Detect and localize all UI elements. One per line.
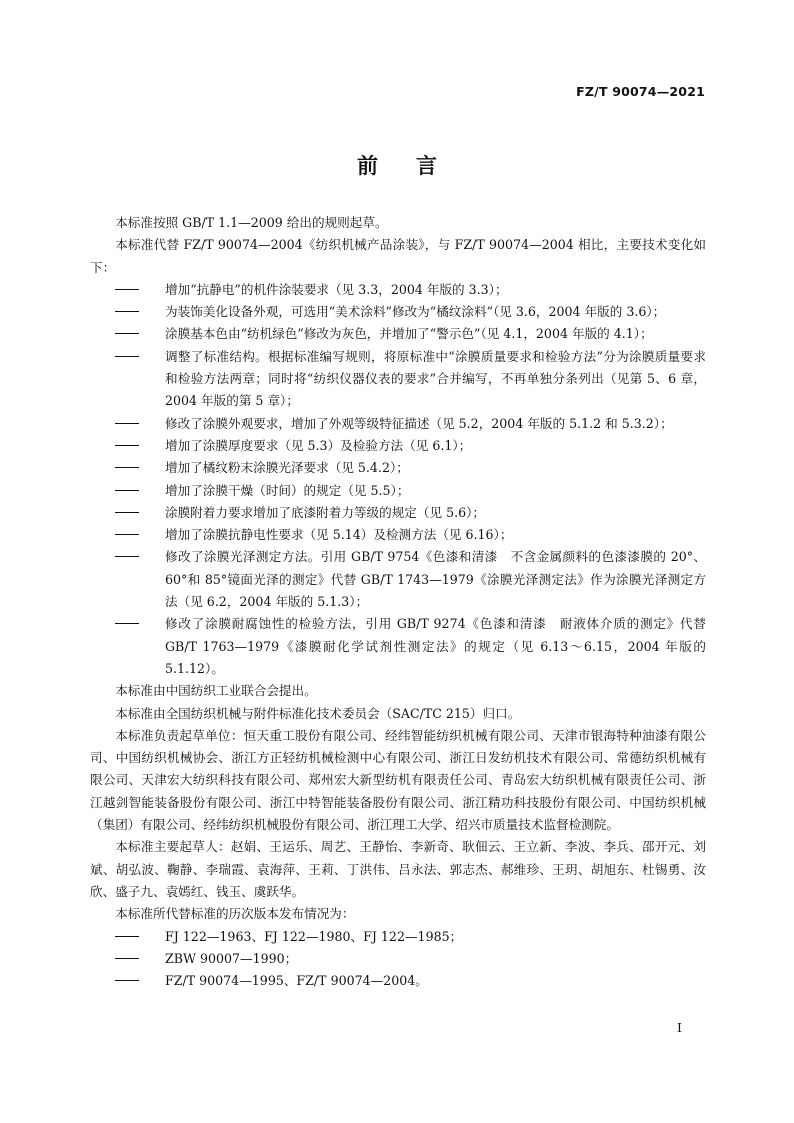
dash-marker [90,457,163,479]
page-number: I [677,1020,682,1035]
history-item-text: FJ 122—1963、FJ 122—1980、FJ 122—1985； [165,928,463,944]
change-item-text: 增加了橘纹粉末涂膜光泽要求（见 5.4.2）； [165,460,409,476]
dash-marker [90,613,163,680]
change-item-text: 增加了涂膜干燥（时间）的规定（见 5.5）； [165,482,410,498]
history-item-text: FZ/T 90074—1995、FZ/T 90074—2004。 [165,973,428,989]
change-item [90,480,706,502]
dash-marker [90,524,163,546]
proposed-by-paragraph: 本标准由中国纺织工业联合会提出。 [115,683,317,699]
change-item [90,613,706,680]
dash-marker [90,279,163,301]
foreword-body [90,212,706,992]
change-item-text: 为装饰美化设备外观，可选用“美术涂料”修改为“橘纹涂料”（见 3.6，2004 年版的 3.6）； [165,304,666,320]
dash-marker [90,413,163,435]
change-item-text: 涂膜附着力要求增加了底漆附着力等级的规定（见 5.6）； [165,504,485,520]
standard-number: FZ/T 90074—2021 [576,84,705,99]
change-item [90,457,706,479]
drafting-units-paragraph: 本标准负责起草单位：恒天重工股份有限公司、经纬智能纺织机械有限公司、天津市银海特种油漆有限公司、中国纺织机械协会、浙江方正轻纺机械检测中心有限公司、浙江日发纺机技术有限公司、常德纺织机械有限公司、天津宏大纺织科技有限公司、郑州宏大新型纺机有限责任公司、青岛宏大纺织机械有限责任公司、浙江越剑智能装备股份有限公司、浙江中特智能装备股份有限公司、浙江精功科技股份有限公司、中国纺织机械（集团）有限公司、经纬纺织机械股份有限公司、浙江理工大学、绍兴市质量技术监督检测院。 [90,727,706,833]
change-item-text: 修改了涂膜耐腐蚀性的检验方法，引用 GB/T 9274《色漆和清漆 耐液体介质的测定》代替 GB/T 1763—1979《漆膜耐化学试剂性测定法》的规定（见 6.13～6.15，2004 年版的 5.1.12）。 [165,616,706,676]
change-item [90,435,706,457]
page-title: 前言 [357,154,475,178]
change-item-text: 增加“抗静电”的机件涂装要求（见 3.3，2004 年版的 3.3）； [165,281,508,297]
change-item [90,301,706,323]
change-item-text: 增加了涂膜抗静电性要求（见 5.14）及检测方法（见 6.16）； [165,527,513,543]
dash-marker [90,346,163,413]
history-intro-paragraph: 本标准所代替标准的历次版本发布情况为： [115,906,355,922]
change-item-text: 调整了标准结构。根据标准编写规则，将原标准中“涂膜质量要求和检验方法”分为涂膜质量要求和检验方法两章；同时将“纺织仪器仪表的要求”合并编写，不再单独分条列出（见第 5、6 章，2004 年版的第 5 章）； [165,348,706,409]
under-paragraph: 本标准由全国纺织机械与附件标准化技术委员会（SAC/TC 215）归口。 [115,705,521,721]
dash-marker [90,970,163,992]
change-item [90,524,706,546]
change-item-text: 增加了涂膜厚度要求（见 5.3）及检验方法（见 6.1）； [165,437,472,453]
history-item-text: ZBW 90007—1990； [165,950,298,966]
change-item-text: 涂膜基本色由“纺机绿色”修改为灰色，并增加了“警示色”（见 4.1，2004 年版的 4.1）； [165,326,653,342]
dash-marker [90,546,163,613]
history-item [90,970,706,992]
intro-paragraph: 本标准代替 FZ/T 90074—2004《纺织机械产品涂装》，与 FZ/T 90074—2004 相比，主要技术变化如下： [90,237,706,275]
dash-marker [90,323,163,345]
change-item-text: 修改了涂膜外观要求，增加了外观等级特征描述（见 5.2，2004 年版的 5.1.2 和 5.3.2）； [165,415,673,431]
change-item [90,323,706,345]
drafters-paragraph: 本标准主要起草人：赵娟、王运乐、周艺、王静怡、李新奇、耿佃云、王立新、李波、李兵、邵开元、刘斌、胡弘波、鞠静、李瑞霞、袁海萍、王莉、丁洪伟、吕永法、郭志杰、郝维珍、王玥、胡旭东、杜锡勇、汝欣、盛子九、袁嫣红、钱玉、虞跃华。 [90,839,706,899]
change-item [90,413,706,435]
dash-marker [90,926,163,948]
change-item [90,346,706,413]
history-item [90,926,706,948]
change-item [90,546,706,613]
dash-marker [90,435,163,457]
dash-marker [90,301,163,323]
intro-paragraph: 本标准按照 GB/T 1.1—2009 给出的规则起草。 [115,215,388,230]
change-item [90,502,706,524]
dash-marker [90,948,163,970]
change-item-text: 修改了涂膜光泽测定方法。引用 GB/T 9754《色漆和清漆 不含金属颜料的色漆漆膜的 20°、60°和 85°镜面光泽的测定》代替 GB/T 1743—1979《涂膜光泽测定法》作为涂膜光泽测定方法（见 6.2，2004 年版的 5.1.3）； [165,549,706,610]
history-item [90,948,706,970]
change-item [90,279,706,301]
dash-marker [90,480,163,502]
dash-marker [90,502,163,524]
